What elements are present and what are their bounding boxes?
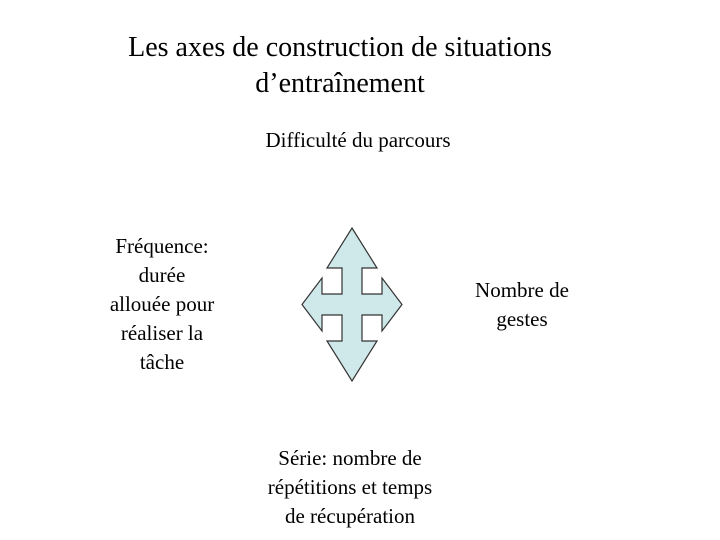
quad-arrow-shape — [302, 228, 402, 381]
quad-arrow-icon — [300, 226, 404, 383]
axis-label-left — [82, 232, 242, 377]
slide-title-line-2: d’entraînement — [255, 68, 425, 99]
axis-label-bottom-line: Série: nombre de — [278, 446, 422, 470]
axis-label-right-line: gestes — [496, 307, 548, 331]
axis-label-right — [452, 276, 592, 334]
axis-label-top-line: Difficulté du parcours — [265, 128, 451, 152]
axis-label-left-line: allouée pour — [109, 292, 215, 316]
slide-title-line-1: Les axes de construction de situations — [128, 32, 552, 63]
axis-label-bottom — [230, 444, 470, 531]
axis-label-top — [200, 126, 516, 155]
axis-label-left-line: durée — [138, 263, 186, 287]
axis-label-left-line: Fréquence: — [115, 234, 209, 258]
axis-label-bottom-line: répétitions et temps — [267, 475, 433, 499]
axis-label-left-line: réaliser la — [120, 321, 204, 345]
axis-label-bottom-line: de récupération — [284, 504, 415, 528]
axis-label-right-line: Nombre de — [475, 278, 569, 302]
axis-label-left-line: tâche — [139, 350, 185, 374]
slide-title — [60, 30, 620, 102]
